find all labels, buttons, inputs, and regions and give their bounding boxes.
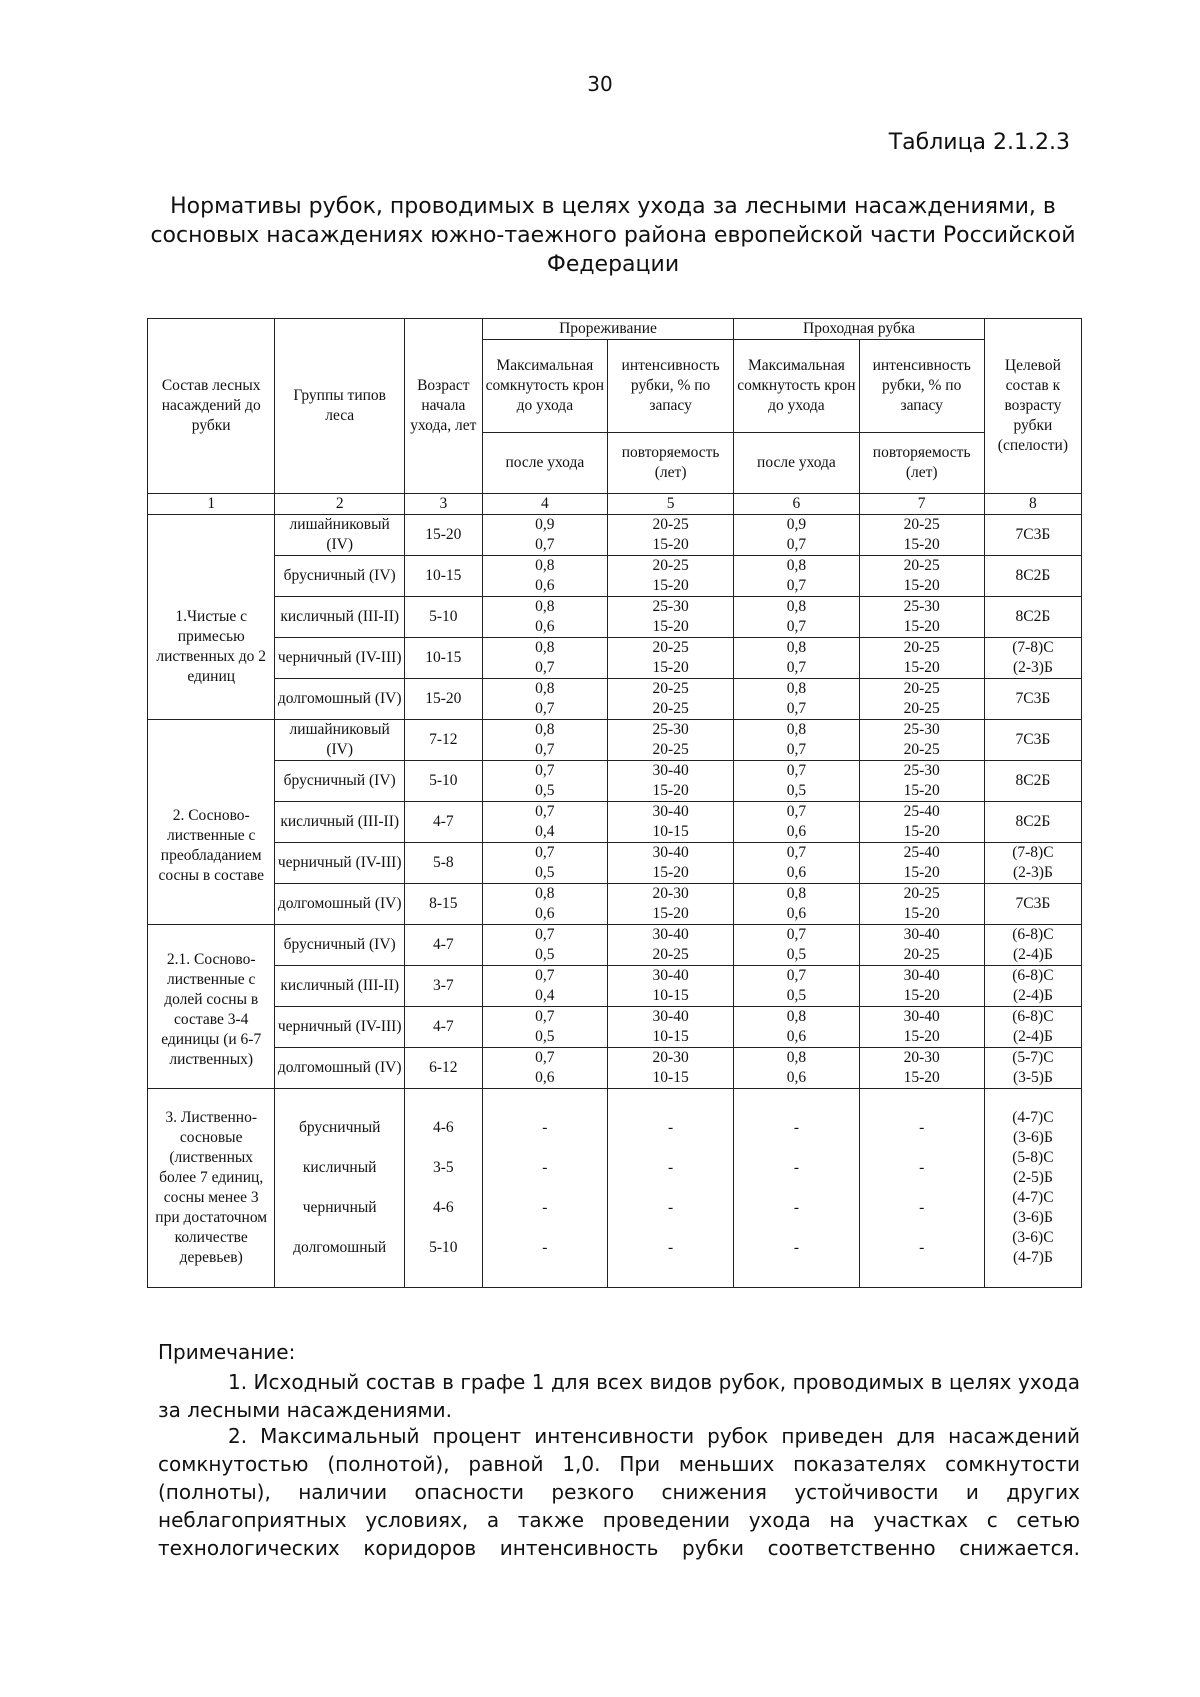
forest-type-cell: черничный (IV-III) <box>275 1007 405 1048</box>
thinning-density-cell: 0,8 0,7 <box>482 638 607 679</box>
age-cell: 10-15 <box>404 556 482 597</box>
table-row <box>148 966 1082 1007</box>
age-cell: 7-12 <box>404 720 482 761</box>
thinning-intensity-cell: 20-25 15-20 <box>607 638 733 679</box>
thinning-intensity-cell: 30-40 15-20 <box>607 761 733 802</box>
forest-type-cell: лишайниковый (IV) <box>275 515 405 556</box>
age-cell: 8-15 <box>404 884 482 925</box>
thinning-density-cell: 0,7 0,5 <box>482 761 607 802</box>
age-cell: 4-7 <box>404 1007 482 1048</box>
thinning-density-cell: 0,8 0,6 <box>482 884 607 925</box>
passage-intensity-cell: 20-25 20-25 <box>859 679 984 720</box>
age-cell: 4-6 3-5 4-6 5-10 <box>404 1089 482 1288</box>
passage-intensity-cell: 30-40 15-20 <box>859 1007 984 1048</box>
thinning-density-cell: 0,7 0,6 <box>482 1048 607 1089</box>
table-row <box>148 515 1082 556</box>
passage-intensity-cell: 20-25 15-20 <box>859 556 984 597</box>
passage-intensity-cell: 25-40 15-20 <box>859 843 984 884</box>
passage-density-cell: 0,9 0,7 <box>734 515 859 556</box>
passage-intensity-cell: 30-40 20-25 <box>859 925 984 966</box>
page-number: 30 <box>587 72 613 96</box>
table-title: Нормативы рубок, проводимых в целях ухода за лесными насаждениями, в сосновых насаждениях южно-таежного района европейской части Российской Федерации <box>150 194 1076 277</box>
thinning-intensity-cell: 30-40 10-15 <box>607 966 733 1007</box>
forest-type-cell: брусничный (IV) <box>275 761 405 802</box>
passage-density-cell: 0,8 0,7 <box>734 679 859 720</box>
column-number: 4 <box>482 494 607 515</box>
group-name-cell: 1.Чистые с примесью лиственных до 2 единиц <box>148 515 275 720</box>
thinning-intensity-cell: 20-30 15-20 <box>607 884 733 925</box>
thinning-density-cell: - - - - <box>482 1089 607 1288</box>
age-cell: 5-10 <box>404 597 482 638</box>
note-item-2: 2. Максимальный процент интенсивности рубок приведен для насаждений сомкнутостью (полнотой), равной 1,0. При меньших показателях сомкнутости (полноты), наличии опасности резкого снижения устойчивости и других неблагоприятных условиях, а также проведении ухода на участках с сетью технологических коридоров интенсивность рубки соответственно снижается. <box>158 1424 1080 1560</box>
thinning-density-cell: 0,9 0,7 <box>482 515 607 556</box>
passage-density-cell: 0,7 0,6 <box>734 802 859 843</box>
header-passage-repeat: повторяемость (лет) <box>859 433 984 494</box>
table-row <box>148 761 1082 802</box>
age-cell: 15-20 <box>404 515 482 556</box>
forest-type-cell: лишайниковый (IV) <box>275 720 405 761</box>
target-composition-cell: 7С3Б <box>984 515 1081 556</box>
header-composition: Состав лесных насаждений до рубки <box>148 319 275 494</box>
table-row <box>148 638 1082 679</box>
thinning-intensity-cell: 20-30 10-15 <box>607 1048 733 1089</box>
target-composition-cell: (7-8)С (2-3)Б <box>984 638 1081 679</box>
forest-type-cell: долгомошный (IV) <box>275 679 405 720</box>
thinning-intensity-cell: 30-40 10-15 <box>607 802 733 843</box>
target-composition-cell: 7С3Б <box>984 679 1081 720</box>
column-number: 1 <box>148 494 275 515</box>
table-row <box>148 1089 1082 1288</box>
thinning-density-cell: 0,8 0,7 <box>482 720 607 761</box>
passage-intensity-cell: 20-25 15-20 <box>859 515 984 556</box>
passage-density-cell: 0,8 0,6 <box>734 884 859 925</box>
passage-intensity-cell: 30-40 15-20 <box>859 966 984 1007</box>
table-header <box>148 319 1082 515</box>
target-composition-cell: (6-8)С (2-4)Б <box>984 1007 1081 1048</box>
thinning-density-cell: 0,7 0,4 <box>482 966 607 1007</box>
passage-density-cell: 0,8 0,7 <box>734 638 859 679</box>
age-cell: 5-10 <box>404 761 482 802</box>
age-cell: 3-7 <box>404 966 482 1007</box>
header-forest-groups: Группы типов леса <box>275 319 405 494</box>
group-name-cell: 2.1. Сосново-лиственные с долей сосны в составе 3-4 единицы (и 6-7 лиственных) <box>148 925 275 1089</box>
thinning-intensity-cell: 30-40 20-25 <box>607 925 733 966</box>
column-number: 5 <box>607 494 733 515</box>
target-composition-cell: 7С3Б <box>984 720 1081 761</box>
passage-intensity-cell: 25-30 20-25 <box>859 720 984 761</box>
thinning-density-cell: 0,7 0,4 <box>482 802 607 843</box>
note-item-1: 1. Исходный состав в графе 1 для всех видов рубок, проводимых в целях ухода за лесными насаждениями. <box>158 1370 1080 1422</box>
header-passage-max-density: Максимальная сомкнутость крон до ухода <box>734 340 859 433</box>
table-row <box>148 1007 1082 1048</box>
age-cell: 5-8 <box>404 843 482 884</box>
passage-density-cell: 0,8 0,6 <box>734 1007 859 1048</box>
thinning-density-cell: 0,7 0,5 <box>482 925 607 966</box>
header-passage-intensity: интенсивность рубки, % по запасу <box>859 340 984 433</box>
thinning-intensity-cell: 20-25 15-20 <box>607 556 733 597</box>
table-row <box>148 884 1082 925</box>
thinning-intensity-cell: - - - - <box>607 1089 733 1288</box>
header-thinning-after-care: после ухода <box>482 433 607 494</box>
passage-intensity-cell: 25-30 15-20 <box>859 761 984 802</box>
passage-density-cell: 0,7 0,6 <box>734 843 859 884</box>
passage-density-cell: 0,8 0,7 <box>734 597 859 638</box>
thinning-density-cell: 0,8 0,6 <box>482 597 607 638</box>
header-thinning: Прореживание <box>482 319 734 340</box>
forest-type-cell: брусничный кисличный черничный долгомошный <box>275 1089 405 1288</box>
age-cell: 4-7 <box>404 802 482 843</box>
passage-density-cell: 0,8 0,6 <box>734 1048 859 1089</box>
table-row <box>148 802 1082 843</box>
table-row <box>148 843 1082 884</box>
column-number: 6 <box>734 494 859 515</box>
column-number: 2 <box>275 494 405 515</box>
thinning-intensity-cell: 25-30 20-25 <box>607 720 733 761</box>
target-composition-cell: (4-7)С (3-6)Б (5-8)С (2-5)Б (4-7)С (3-6)Б (3-6)С (4-7)Б <box>984 1089 1081 1288</box>
passage-density-cell: 0,7 0,5 <box>734 966 859 1007</box>
age-cell: 6-12 <box>404 1048 482 1089</box>
forest-type-cell: черничный (IV-III) <box>275 638 405 679</box>
group-name-cell: 2. Сосново-лиственные с преобладанием сосны в составе <box>148 720 275 925</box>
passage-density-cell: 0,7 0,5 <box>734 925 859 966</box>
forest-type-cell: кисличный (III-II) <box>275 802 405 843</box>
thinning-intensity-cell: 30-40 15-20 <box>607 843 733 884</box>
target-composition-cell: (7-8)С (2-3)Б <box>984 843 1081 884</box>
passage-intensity-cell: 20-30 15-20 <box>859 1048 984 1089</box>
note-title: Примечание: <box>158 1340 296 1364</box>
passage-density-cell: - - - - <box>734 1089 859 1288</box>
thinning-intensity-cell: 25-30 15-20 <box>607 597 733 638</box>
header-thinning-intensity: интенсивность рубки, % по запасу <box>607 340 733 433</box>
target-composition-cell: 8С2Б <box>984 597 1081 638</box>
passage-density-cell: 0,7 0,5 <box>734 761 859 802</box>
column-number: 8 <box>984 494 1081 515</box>
forest-type-cell: черничный (IV-III) <box>275 843 405 884</box>
target-composition-cell: 8С2Б <box>984 761 1081 802</box>
header-thinning-max-density: Максимальная сомкнутость крон до ухода <box>482 340 607 433</box>
column-number: 7 <box>859 494 984 515</box>
passage-intensity-cell: 25-30 15-20 <box>859 597 984 638</box>
passage-density-cell: 0,8 0,7 <box>734 720 859 761</box>
target-composition-cell: 8С2Б <box>984 556 1081 597</box>
target-composition-cell: (6-8)С (2-4)Б <box>984 966 1081 1007</box>
passage-density-cell: 0,8 0,7 <box>734 556 859 597</box>
header-thinning-repeat: повторяемость (лет) <box>607 433 733 494</box>
thinning-density-cell: 0,8 0,6 <box>482 556 607 597</box>
column-number: 3 <box>404 494 482 515</box>
forest-type-cell: брусничный (IV) <box>275 925 405 966</box>
table-row <box>148 1048 1082 1089</box>
table-row <box>148 679 1082 720</box>
thinning-intensity-cell: 20-25 20-25 <box>607 679 733 720</box>
table-row <box>148 556 1082 597</box>
column-number-row <box>148 494 1082 515</box>
target-composition-cell: (6-8)С (2-4)Б <box>984 925 1081 966</box>
target-composition-cell: 7С3Б <box>984 884 1081 925</box>
forest-type-cell: кисличный (III-II) <box>275 597 405 638</box>
forest-type-cell: долгомошный (IV) <box>275 884 405 925</box>
thinning-density-cell: 0,8 0,7 <box>482 679 607 720</box>
age-cell: 15-20 <box>404 679 482 720</box>
passage-intensity-cell: 20-25 15-20 <box>859 638 984 679</box>
table-body <box>148 515 1082 1288</box>
header-target: Целевой состав к возрасту рубки (спелости) <box>984 319 1081 494</box>
passage-intensity-cell: 25-40 15-20 <box>859 802 984 843</box>
target-composition-cell: (5-7)С (3-5)Б <box>984 1048 1081 1089</box>
age-cell: 4-7 <box>404 925 482 966</box>
header-age-start: Возраст начала ухода, лет <box>404 319 482 494</box>
forest-type-cell: брусничный (IV) <box>275 556 405 597</box>
forest-type-cell: кисличный (III-II) <box>275 966 405 1007</box>
table-label: Таблица 2.1.2.3 <box>888 130 1070 155</box>
thinning-intensity-cell: 30-40 10-15 <box>607 1007 733 1048</box>
table-row <box>148 597 1082 638</box>
norms-table <box>147 318 1082 1288</box>
header-passage-after-care: после ухода <box>734 433 859 494</box>
thinning-density-cell: 0,7 0,5 <box>482 1007 607 1048</box>
passage-intensity-cell: - - - - <box>859 1089 984 1288</box>
table-row <box>148 925 1082 966</box>
group-name-cell: 3. Лиственно-сосновые (лиственных более 7 единиц, сосны менее 3 при достаточном количестве деревьев) <box>148 1089 275 1288</box>
table-row <box>148 720 1082 761</box>
forest-type-cell: долгомошный (IV) <box>275 1048 405 1089</box>
target-composition-cell: 8С2Б <box>984 802 1081 843</box>
thinning-intensity-cell: 20-25 15-20 <box>607 515 733 556</box>
age-cell: 10-15 <box>404 638 482 679</box>
thinning-density-cell: 0,7 0,5 <box>482 843 607 884</box>
header-passage-cut: Проходная рубка <box>734 319 985 340</box>
passage-intensity-cell: 20-25 15-20 <box>859 884 984 925</box>
